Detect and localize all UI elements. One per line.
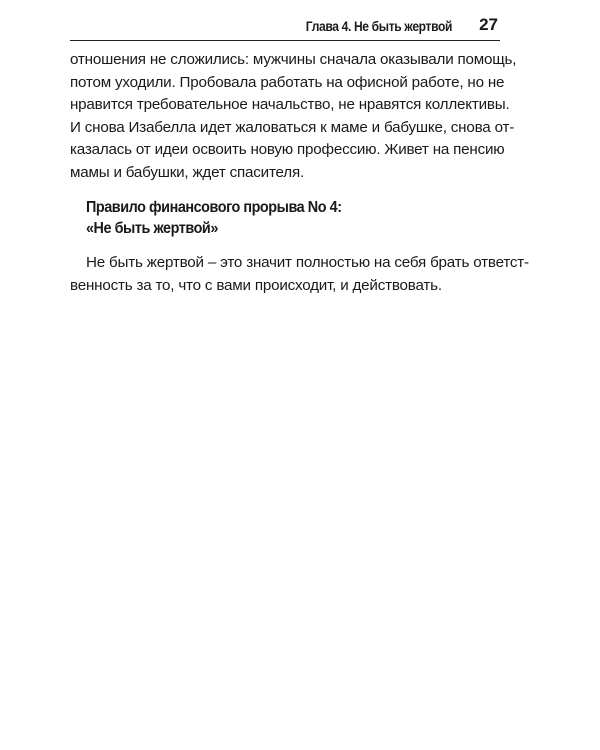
text-line: И снова Изабелла идет жаловаться к маме и бабушке, снова от-	[70, 118, 515, 136]
chapter-title: Глава 4. Не быть жертвой	[305, 18, 452, 34]
text-line: отношения не сложились: мужчины сначала оказывали помощь,	[70, 51, 517, 68]
text-line: Не быть жертвой – это значит полностью на себя брать ответст-	[86, 254, 529, 271]
heading-line: «Не быть жертвой»	[86, 220, 218, 237]
text-line: мамы и бабушки, ждет спасителя.	[70, 163, 304, 181]
paragraph-continued	[70, 49, 517, 184]
text-line: нравится требовательное начальство, не нравятся коллективы.	[70, 96, 510, 113]
text-line: венность за то, что с вами происходит, и действовать.	[70, 276, 442, 294]
page-content	[70, 49, 529, 297]
paragraph-rule	[70, 252, 529, 297]
section-heading	[86, 197, 500, 239]
page-number: 27	[479, 15, 498, 34]
running-header	[70, 14, 500, 41]
heading-line: Правило финансового прорыва No 4:	[86, 199, 342, 216]
text-line: потом уходили. Пробовала работать на офисной работе, но не	[70, 73, 505, 91]
text-line: казалась от идеи освоить новую профессию. Живет на пенсию	[70, 141, 505, 158]
